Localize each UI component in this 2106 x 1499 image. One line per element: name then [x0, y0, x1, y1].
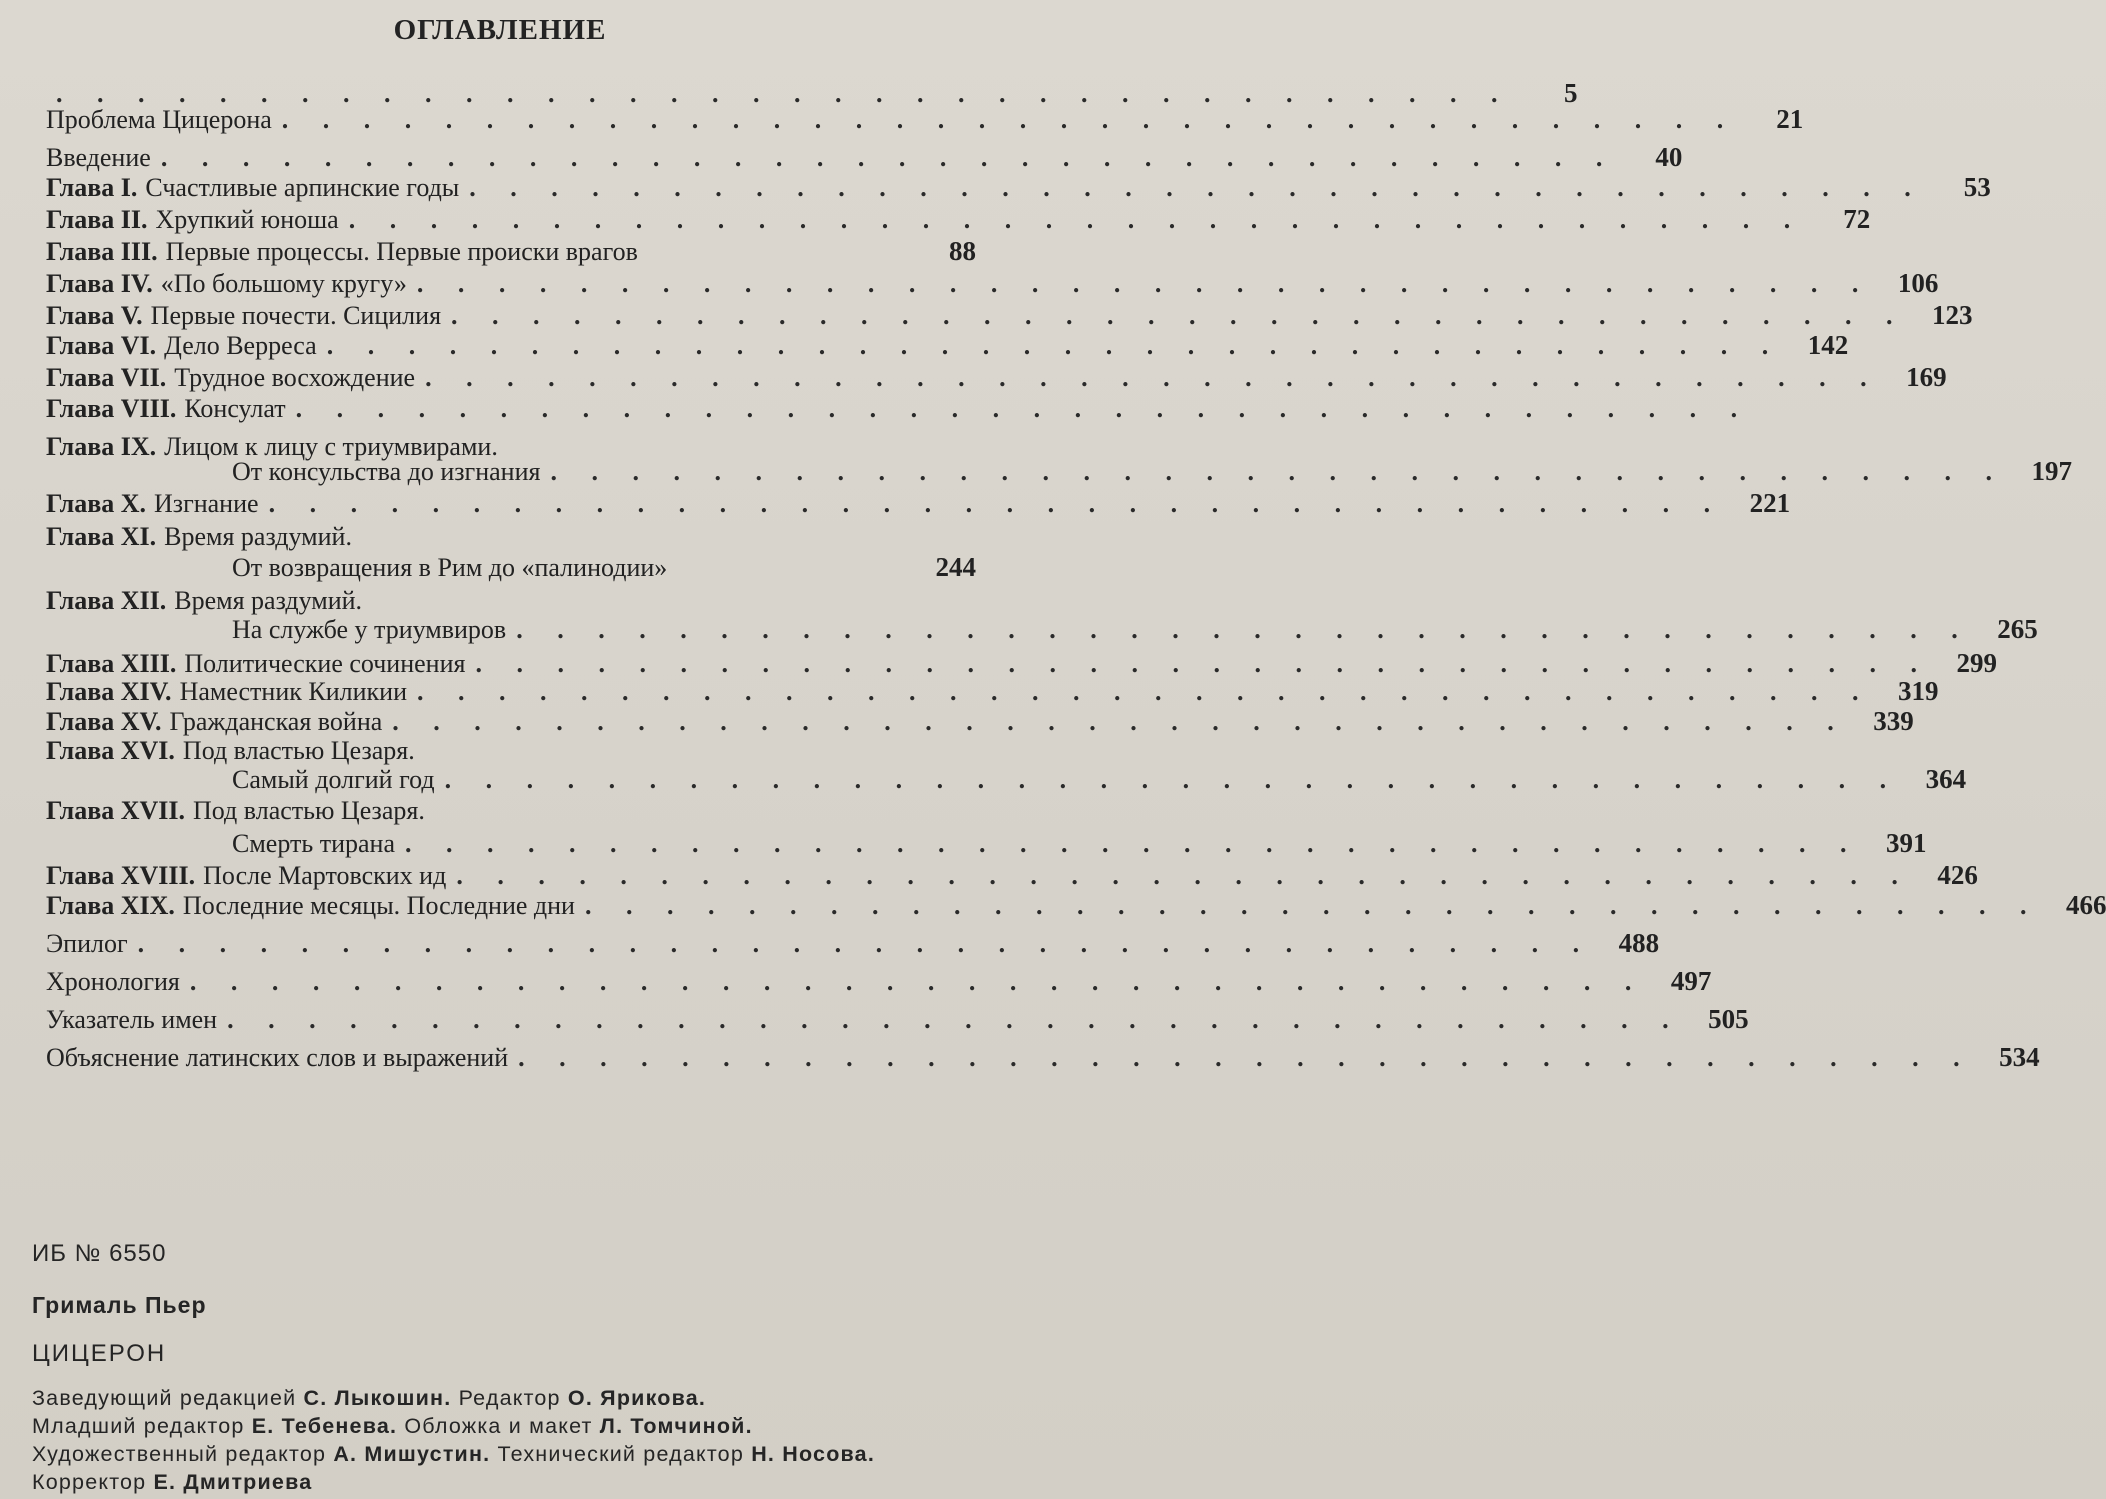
toc-entry — [46, 706, 1914, 738]
credit-name: С. Лыкошин. — [303, 1386, 452, 1410]
page-number: 72 — [1843, 204, 1871, 234]
credit-name: Е. Тебенева. — [251, 1414, 398, 1438]
credit-role: Редактор — [458, 1386, 561, 1410]
chapter-title: Эпилог — [46, 929, 128, 958]
toc-entry — [46, 966, 1712, 998]
page-number: 488 — [1618, 928, 1660, 958]
chapter-number: Глава III. — [46, 237, 158, 266]
toc-entry — [46, 204, 1871, 236]
dot-leader: . . . . . . . . . . . . . . . . . . . . . . . . . . . . . . . . . . . . — [348, 205, 1805, 234]
credit-role: Художественный редактор — [32, 1442, 327, 1466]
dot-leader: . . . . . . . . . . . . . . . . . . . . . . . . . . . . . . . . . . . . — [189, 967, 1646, 996]
chapter-title: Хрупкий юноша — [155, 205, 339, 234]
chapter-number: Глава II. — [46, 205, 148, 234]
chapter-number: Глава XVIII. — [46, 861, 196, 890]
author-name: Грималь Пьер — [32, 1292, 207, 1318]
page-number: 364 — [1925, 764, 1967, 794]
chapter-title: Время раздумий. — [164, 522, 352, 551]
credit-role: Корректор — [32, 1470, 147, 1494]
chapter-number: Глава X. — [46, 489, 147, 518]
chapter-title: Самый долгий год — [232, 765, 435, 794]
toc-entry — [46, 330, 1849, 362]
dot-leader: . . . . . . . . . . . . . . . . . . . . . . . . . . . . . . . . . . . . — [584, 891, 2041, 920]
toc-entry — [46, 1042, 2040, 1074]
credits-block — [32, 1384, 982, 1496]
dot-leader: . . . . . . . . . . . . . . . . . . . . . . . . . . . . . . . . . . . . — [451, 301, 1907, 330]
chapter-number: Глава VI. — [46, 331, 157, 360]
chapter-title: Под властью Цезаря. — [193, 796, 425, 825]
dot-leader: . . . . . . . . . . . . . . . . . . . . . . . . . . . . . . . . . . . . — [392, 707, 1848, 736]
chapter-number: Глава XV. — [46, 707, 162, 736]
chapter-title: От консульства до изгнания — [232, 457, 541, 486]
chapter-title: Хронология — [46, 967, 180, 996]
chapter-title: На службе у триумвиров — [232, 615, 507, 644]
dot-leader: . . . . . . . . . . . . . . . . . . . . . . . . . . . . . . . . . . . . — [56, 79, 1512, 108]
publisher-ib-number: ИБ № 6550 — [32, 1240, 167, 1267]
page-number: 497 — [1670, 966, 1712, 996]
chapter-number: Глава XI. — [46, 522, 157, 551]
credit-name: Л. Томчиной. — [599, 1414, 753, 1438]
page-number: 142 — [1807, 330, 1849, 360]
toc-entry — [232, 456, 2072, 488]
chapter-title: Объяснение латинских слов и выражений — [46, 1043, 509, 1072]
credit-role: Заведующий редакцией — [32, 1386, 297, 1410]
chapter-title: После Мартовских ид — [203, 861, 447, 890]
chapter-number: Глава XIX. — [46, 891, 175, 920]
toc-entry — [46, 394, 1752, 426]
credit-role: Младший редактор — [32, 1414, 245, 1438]
toc-entry — [46, 142, 1683, 174]
page-number: 221 — [1749, 488, 1791, 518]
page-number: 299 — [1956, 648, 1997, 678]
page-number: 426 — [1937, 860, 1978, 890]
dot-leader: . . . . . . . . . . . . . . . . . . . . . . . . . . . . . . . . . . . . — [417, 677, 1873, 706]
chapter-title: Консулат — [184, 394, 286, 423]
chapter-title: Счастливые арпинские годы — [145, 173, 460, 202]
chapter-title: От возвращения в Рим до «палинодии» — [232, 553, 668, 582]
toc-heading: ОГЛАВЛЕНИЕ — [393, 14, 607, 46]
chapter-title: Время раздумий. — [174, 586, 363, 615]
chapter-number: Глава XVI. — [46, 736, 175, 765]
credit-role: Технический редактор — [497, 1442, 744, 1466]
credit-role: Обложка и макет — [404, 1414, 593, 1438]
toc-entry — [46, 890, 2106, 922]
chapter-number: Глава VII. — [46, 363, 167, 392]
chapter-title: Лицом к лицу с триумвирами. — [164, 432, 498, 461]
page-number: 5 — [1564, 78, 1578, 108]
toc-entry — [46, 860, 1978, 892]
book-title: ЦИЦЕРОН — [32, 1340, 167, 1367]
dot-leader: . . . . . . . . . . . . . . . . . . . . . . . . . . . . . . . . . . . . — [268, 489, 1725, 518]
toc-entry — [46, 104, 1804, 136]
toc-entry — [46, 1004, 1749, 1036]
dot-leader: . . . . . . . . . . . . . . . . . . . . . . . . . . . . . . . . . . . . — [295, 394, 1752, 423]
chapter-number: Глава VIII. — [46, 394, 177, 423]
toc-entry — [46, 236, 976, 268]
page-number: 319 — [1898, 676, 1939, 706]
chapter-title: Политические сочинения — [184, 649, 466, 678]
dot-leader: . . . . . . . . . . . . . . . . . . . . . . . . . . . . . . . . . . . . — [550, 457, 2006, 486]
page-number: 339 — [1873, 706, 1914, 736]
chapter-title: Наместник Киликии — [179, 677, 407, 706]
page-number: 40 — [1655, 142, 1683, 172]
dot-leader: . . . . . . . . . . . . . . . . . . . . . . . . . . . . . . . . . . . . — [326, 331, 1783, 360]
credit-name: Е. Дмитриева — [153, 1470, 313, 1494]
chapter-title: Первые процессы. Первые происки врагов — [165, 237, 638, 266]
chapter-number: Глава XIII. — [46, 649, 177, 678]
dot-leader: . . . . . . . . . . . . . . . . . . . . . . . . . . . . . . . . . . . . — [469, 173, 1925, 202]
page-number: 197 — [2031, 456, 2072, 486]
dot-leader: . . . . . . . . . . . . . . . . . . . . . . . . . . . . . . . . . . . . — [456, 861, 1912, 890]
credit-name: Н. Носова. — [751, 1442, 875, 1466]
credit-name: А. Мишустин. — [333, 1442, 491, 1466]
toc-entry — [232, 764, 1967, 796]
toc-entry — [232, 828, 1927, 860]
toc-entry — [46, 676, 1939, 708]
chapter-title: Введение — [46, 143, 151, 172]
toc-entry — [46, 268, 1939, 300]
page-number: 534 — [1999, 1042, 2040, 1072]
page-number: 169 — [1906, 362, 1947, 392]
chapter-number: Глава IV. — [46, 269, 153, 298]
credit-name: О. Ярикова. — [567, 1386, 707, 1410]
chapter-title: Первые почести. Сицилия — [150, 301, 442, 330]
toc-entry — [232, 552, 976, 584]
page-number: 265 — [1997, 614, 2038, 644]
toc-entry — [46, 172, 1991, 204]
page-number: 106 — [1897, 268, 1939, 298]
dot-leader: . . . . . . . . . . . . . . . . . . . . . . . . . . . . . . . . . . . . — [281, 105, 1738, 134]
page-number: 123 — [1932, 300, 1973, 330]
chapter-title: Смерть тирана — [232, 829, 395, 858]
page-number: 244 — [935, 552, 976, 582]
dot-leader: . . . . . . . . . . . . . . . . . . . . . . . . . . . . . . . . . . . . — [416, 269, 1873, 298]
chapter-number: Глава XII. — [46, 586, 167, 615]
dot-leader: . . . . . . . . . . . . . . . . . . . . . . . . . . . . . . . . . . . . — [518, 1043, 1974, 1072]
chapter-title: Последние месяцы. Последние дни — [182, 891, 575, 920]
dot-leader: . . . . . . . . . . . . . . . . . . . . . . . . . . . . . . . . . . . . — [444, 765, 1901, 794]
dot-leader: . . . . . . . . . . . . . . . . . . . . . . . . . . . . . . . . . . . . — [227, 1005, 1683, 1034]
toc-entry — [46, 362, 1947, 394]
chapter-title: Дело Верреса — [164, 331, 317, 360]
toc-entry — [46, 928, 1660, 960]
page-number: 88 — [949, 236, 976, 266]
dot-leader: . . . . . . . . . . . . . . . . . . . . . . . . . . . . . . . . . . . . — [475, 649, 1931, 678]
chapter-title: Гражданская война — [169, 707, 383, 736]
page-number: 466 — [2065, 890, 2106, 920]
toc-entry — [232, 614, 2038, 646]
chapter-number: Глава IX. — [46, 432, 157, 461]
chapter-title: Под властью Цезаря. — [182, 736, 415, 765]
toc-entry — [46, 522, 976, 554]
chapter-number: Глава I. — [46, 173, 138, 202]
page-number: 21 — [1776, 104, 1804, 134]
chapter-title: Проблема Цицерона — [46, 105, 272, 134]
toc-entry — [46, 300, 1973, 332]
toc-entry — [46, 488, 1791, 520]
page-number: 53 — [1963, 172, 1991, 202]
dot-leader: . . . . . . . . . . . . . . . . . . . . . . . . . . . . . . . . . . . . — [160, 143, 1617, 172]
chapter-title: Указатель имен — [46, 1005, 218, 1034]
dot-leader: . . . . . . . . . . . . . . . . . . . . . . . . . . . . . . . . . . . . — [404, 829, 1861, 858]
chapter-title: «По большому кругу» — [160, 269, 407, 298]
dot-leader: . . . . . . . . . . . . . . . . . . . . . . . . . . . . . . . . . . . . — [516, 615, 1972, 644]
chapter-title: Изгнание — [154, 489, 259, 518]
chapter-number: Глава XIV. — [46, 677, 172, 706]
toc-entry — [46, 796, 976, 828]
dot-leader: . . . . . . . . . . . . . . . . . . . . . . . . . . . . . . . . . . . . — [425, 363, 1881, 392]
page-number: 391 — [1885, 828, 1927, 858]
page-number: 505 — [1708, 1004, 1749, 1034]
dot-leader: . . . . . . . . . . . . . . . . . . . . . . . . . . . . . . . . . . . . — [137, 929, 1594, 958]
chapter-number: Глава V. — [46, 301, 143, 330]
chapter-title: Трудное восхождение — [174, 363, 416, 392]
chapter-number: Глава XVII. — [46, 796, 186, 825]
